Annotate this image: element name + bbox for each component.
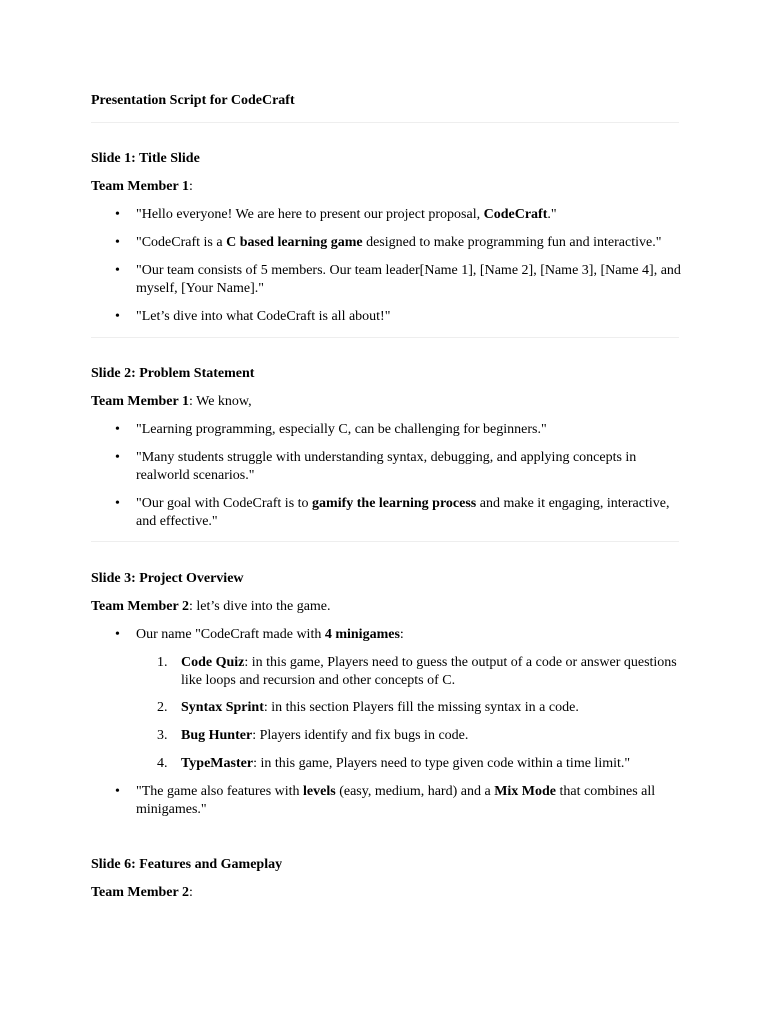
text: and make it engaging, interactive, — [476, 496, 670, 511]
text: "Learning programming, especially C, can be challenging for beginners." — [136, 422, 547, 437]
list-number: 4. — [157, 756, 168, 771]
list-number: 3. — [157, 728, 168, 743]
text-line: minigames." — [136, 802, 207, 817]
text: "The game also features with — [136, 784, 304, 799]
bullet-icon: • — [115, 450, 120, 465]
divider — [91, 337, 679, 338]
text: : in this game, Players need to guess the output of a code or answer questions — [244, 655, 677, 670]
speaker-name: Team Member 2 — [91, 885, 189, 900]
text-line: like loops and recursion and other concepts of C. — [181, 673, 456, 688]
bullet-icon: • — [115, 235, 120, 250]
text-line: myself, [Your Name]." — [136, 281, 264, 296]
bullet-icon: • — [115, 496, 120, 511]
speaker-suffix: : — [188, 885, 193, 900]
list-item — [157, 755, 681, 773]
list-item — [115, 626, 681, 644]
bullet-list — [115, 449, 681, 485]
bullet-list — [115, 308, 681, 326]
text-line — [136, 783, 681, 801]
text: : — [399, 627, 404, 642]
text: "CodeCraft is a — [136, 235, 227, 250]
speaker-line — [91, 884, 193, 902]
bold-text: gamify the learning process — [312, 496, 477, 511]
slide-heading: Slide 3: Project Overview — [91, 571, 244, 586]
document-title: Presentation Script for CodeCraft — [91, 93, 295, 108]
text: ." — [547, 207, 557, 222]
bullet-list — [115, 234, 681, 252]
divider — [91, 541, 679, 542]
minigame-name: Code Quiz — [181, 655, 245, 670]
speaker-name: Team Member 1 — [91, 179, 189, 194]
text: that combines all — [556, 784, 656, 799]
minigame-name: Syntax Sprint — [181, 700, 264, 715]
text: designed to make programming fun and interactive." — [362, 235, 662, 250]
speaker-suffix: : We know, — [188, 394, 252, 409]
divider — [91, 122, 679, 123]
bullet-icon: • — [115, 627, 120, 642]
minigame-name: Bug Hunter — [181, 728, 253, 743]
bold-text: Mix Mode — [494, 784, 557, 799]
list-item — [115, 262, 681, 298]
text: "Hello everyone! We are here to present our project proposal, — [136, 207, 484, 222]
list-item — [157, 727, 681, 745]
list-item — [115, 449, 681, 485]
numbered-list — [157, 699, 681, 717]
list-number: 2. — [157, 700, 168, 715]
text-line — [181, 654, 681, 672]
list-number: 1. — [157, 655, 168, 670]
list-item — [157, 654, 681, 690]
minigame-name: TypeMaster — [181, 756, 254, 771]
numbered-list — [157, 727, 681, 745]
text: : in this section Players fill the missing syntax in a code. — [263, 700, 579, 715]
bullet-list — [115, 783, 681, 819]
text-line — [136, 495, 681, 513]
bullet-icon: • — [115, 207, 120, 222]
speaker-suffix: : — [188, 179, 193, 194]
text-line: realworld scenarios." — [136, 468, 255, 483]
bullet-icon: • — [115, 309, 120, 324]
list-item — [115, 308, 681, 326]
text-line: "Many students struggle with understanding syntax, debugging, and applying concepts in — [136, 450, 637, 465]
speaker-suffix: : let’s dive into the game. — [188, 599, 331, 614]
speaker-line — [91, 178, 193, 196]
numbered-list — [157, 654, 681, 690]
list-item — [115, 234, 681, 252]
bullet-list — [115, 421, 681, 439]
speaker-name: Team Member 1 — [91, 394, 189, 409]
speaker-line — [91, 598, 331, 616]
bullet-list — [115, 495, 681, 531]
speaker-line — [91, 393, 252, 411]
bullet-list — [115, 206, 681, 224]
list-item — [115, 206, 681, 224]
text-line: and effective." — [136, 514, 218, 529]
text-line: "Our team consists of 5 members. Our team leader[Name 1], [Name 2], [Name 3], [Name 4], and — [136, 263, 681, 278]
speaker-name: Team Member 2 — [91, 599, 189, 614]
text: "Let’s dive into what CodeCraft is all about!" — [136, 309, 391, 324]
text: "Our goal with CodeCraft is to — [136, 496, 313, 511]
list-item — [115, 783, 681, 819]
slide-heading: Slide 6: Features and Gameplay — [91, 857, 283, 872]
bullet-icon: • — [115, 263, 120, 278]
list-item — [157, 699, 681, 717]
bullet-icon: • — [115, 422, 120, 437]
bullet-list — [115, 626, 681, 644]
bold-text: 4 minigames — [324, 627, 400, 642]
bold-text: levels — [303, 784, 336, 799]
text: : Players identify and fix bugs in code. — [252, 728, 469, 743]
bullet-icon: • — [115, 784, 120, 799]
text: Our name "CodeCraft made with — [136, 627, 325, 642]
slide-heading: Slide 2: Problem Statement — [91, 366, 255, 381]
slide-heading: Slide 1: Title Slide — [91, 151, 200, 166]
bold-text: C based learning game — [226, 235, 363, 250]
bullet-list — [115, 262, 681, 298]
text: : in this game, Players need to type given code within a time limit." — [253, 756, 631, 771]
numbered-list — [157, 755, 681, 773]
list-item — [115, 495, 681, 531]
list-item — [115, 421, 681, 439]
text: (easy, medium, hard) and a — [335, 784, 495, 799]
bold-text: CodeCraft — [483, 207, 548, 222]
